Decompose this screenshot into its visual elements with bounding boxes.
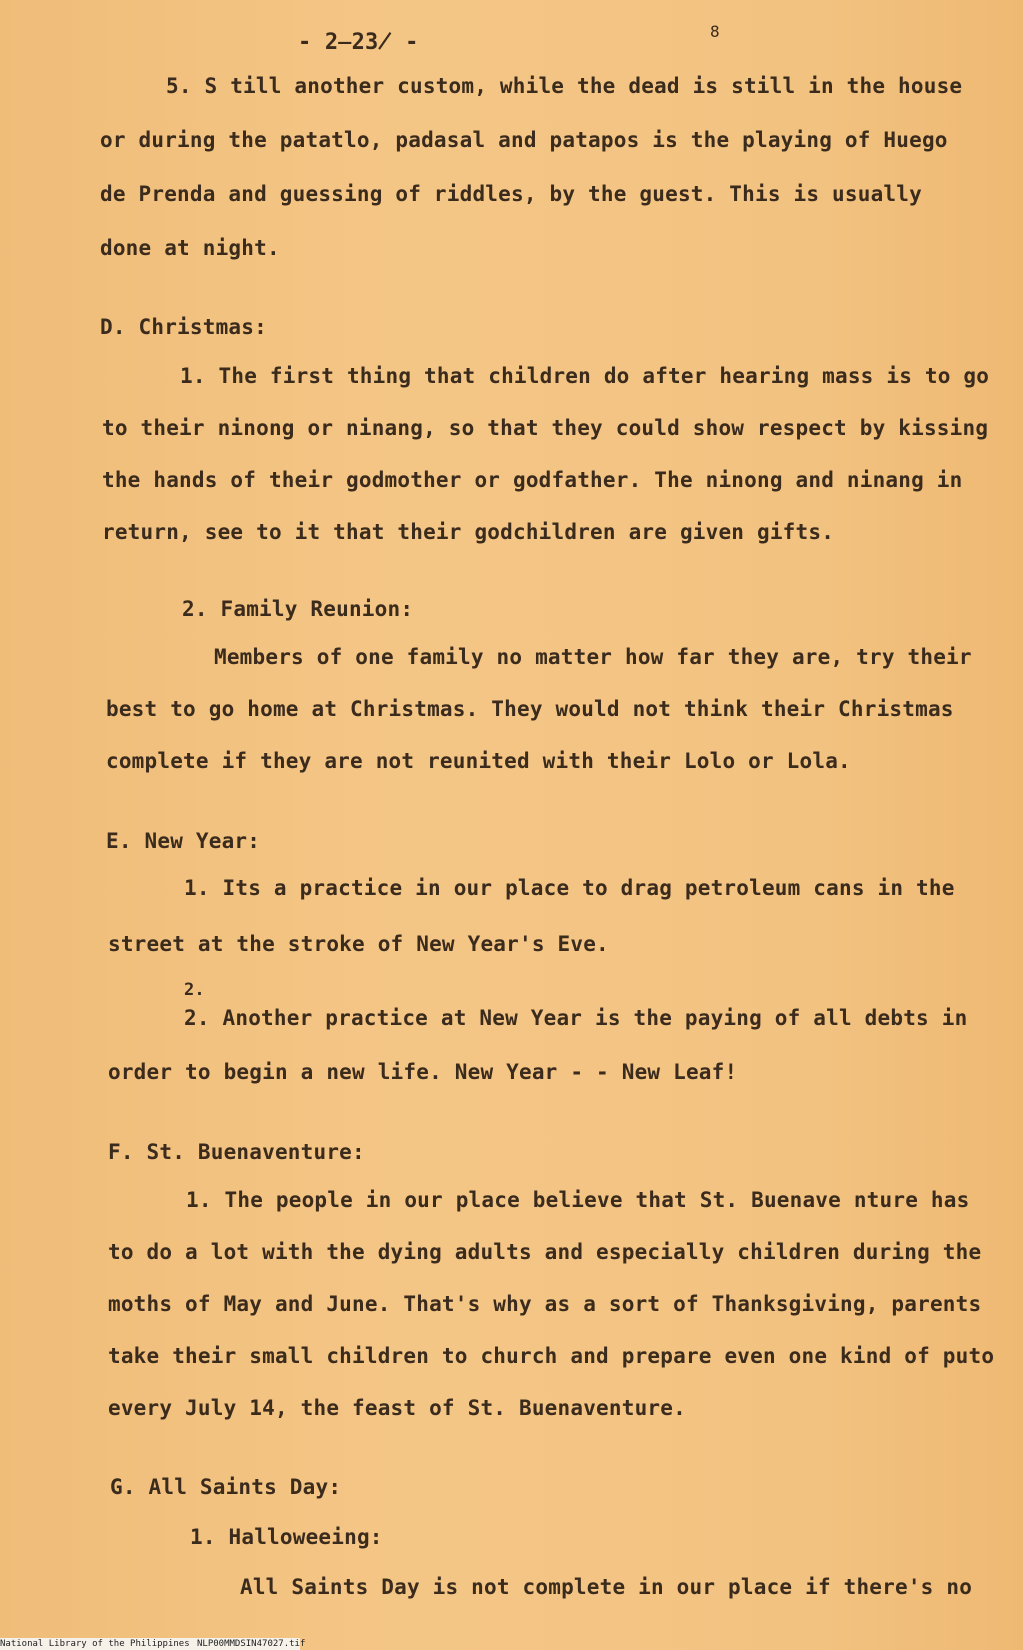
section-heading: F. St. Buenaventure: <box>108 1140 365 1164</box>
text-line: complete if they are not reunited with their Lolo or Lola. <box>106 749 851 773</box>
page-mark: 8 <box>710 22 720 41</box>
text-line: to their ninong or ninang, so that they could show respect by kissing <box>102 416 989 440</box>
section-heading: G. All Saints Day: <box>110 1475 342 1499</box>
handwritten-note: 2. <box>184 980 205 1000</box>
text-line: done at night. <box>100 236 280 260</box>
text-line: the hands of their godmother or godfather. The ninong and ninang in <box>102 468 963 492</box>
text-line: 5. S till another custom, while the dead is still in the house <box>166 74 963 98</box>
text-line: to do a lot with the dying adults and especially children during the <box>108 1240 982 1264</box>
page-number: - 2̶23̸ - <box>298 30 419 55</box>
text-line: 2. Another practice at New Year is the paying of all debts in <box>184 1006 968 1030</box>
section-heading: D. Christmas: <box>100 315 267 339</box>
text-line: best to go home at Christmas. They would not think their Christmas <box>106 697 954 721</box>
text-line: All Saints Day is not complete in our place if there's no <box>240 1575 973 1599</box>
text-line: de Prenda and guessing of riddles, by the guest. This is usually <box>100 182 922 206</box>
subsection-heading: 1. Halloweeing: <box>190 1525 383 1549</box>
text-line: 1. The people in our place believe that St. Buenave nture has <box>186 1188 970 1212</box>
text-line: street at the stroke of New Year's Eve. <box>108 932 609 956</box>
footer-file: NLP00MMDSIN47027.tif <box>197 1639 306 1649</box>
footer-library: National Library of the Philippines <box>0 1638 300 1650</box>
text-line: every July 14, the feast of St. Buenaventure. <box>108 1396 686 1420</box>
text-line: Members of one family no matter how far they are, try their <box>214 645 972 669</box>
text-line: or during the patatlo, padasal and patapos is the playing of Huego <box>100 128 948 152</box>
subsection-heading: 2. Family Reunion: <box>182 597 414 621</box>
text-line: order to begin a new life. New Year - - New Leaf! <box>108 1060 738 1084</box>
text-line: 1. Its a practice in our place to drag petroleum cans in the <box>184 876 955 900</box>
text-line: return, see to it that their godchildren are given gifts. <box>102 520 835 544</box>
section-heading: E. New Year: <box>106 829 261 853</box>
text-line: moths of May and June. That's why as a sort of Thanksgiving, parents <box>108 1292 982 1316</box>
text-line: 1. The first thing that children do after hearing mass is to go <box>180 364 990 388</box>
text-line: take their small children to church and prepare even one kind of puto <box>108 1344 995 1368</box>
